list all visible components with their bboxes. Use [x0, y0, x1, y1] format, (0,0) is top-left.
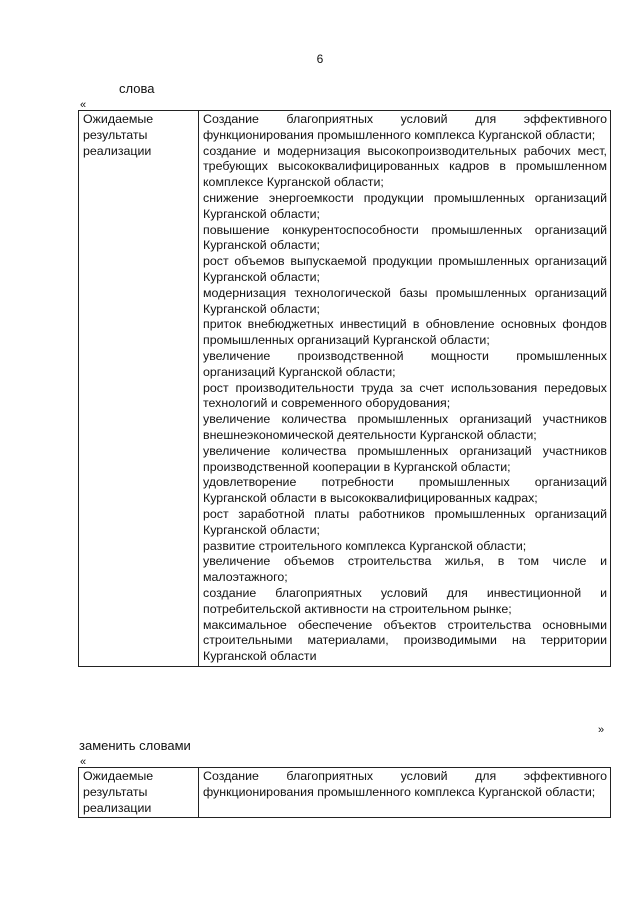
list-item: максимальное обеспечение объектов строительства основными строительными материалами, производимыми на территории Курганской области [203, 617, 607, 664]
list-item: снижение энергоемкости продукции промышленных организаций Курганской области; [203, 190, 607, 221]
list-item: увеличение объемов строительства жилья, в том числе и малоэтажного; [203, 554, 607, 585]
list-item: повышение конкурентоспособности промышленных организаций Курганской области; [203, 222, 607, 253]
list-item: Создание благоприятных условий для эффективного функционирования промышленного комплекса Курганской области; [203, 112, 607, 142]
intro-after-text: заменить словами [79, 738, 191, 753]
open-quote-2: « [80, 756, 87, 768]
open-quote-1: « [80, 99, 87, 111]
close-quote-1: » [598, 724, 605, 736]
row-label: Ожидаемые результаты реализации [79, 768, 199, 818]
list-item: рост производительности труда за счет использования передовых технологий и современного оборудования; [203, 380, 607, 411]
table-row [79, 768, 611, 818]
results-list [199, 768, 611, 818]
list-item: модернизация технологической базы промышленных организаций Курганской области; [203, 285, 607, 316]
page-number: 6 [316, 52, 324, 66]
table-row [79, 111, 611, 667]
list-item: рост объемов выпускаемой продукции промышленных организаций Курганской области; [203, 254, 607, 284]
results-table-original [78, 110, 611, 667]
list-item: увеличение производственной мощности промышленных организаций Курганской области; [203, 348, 607, 379]
list-item: увеличение количества промышленных организаций участников производственной кооперации в Курганской области; [203, 443, 607, 474]
results-table-replacement [78, 767, 611, 818]
list-item: создание благоприятных условий для инвестиционной и потребительской активности на строительном рынке; [203, 585, 607, 616]
results-list [199, 111, 611, 667]
list-item: создание и модернизация высокопроизводительных рабочих мест, требующих высококвалифицированных кадров в промышленном комплексе Курганской области; [203, 143, 607, 190]
list-item: увеличение количества промышленных организаций участников внешнеэкономической деятельности Курганской области; [203, 412, 607, 442]
list-item: развитие строительного комплекса Курганской области; [203, 538, 527, 553]
row-label: Ожидаемые результаты реализации [79, 111, 199, 667]
list-item: Создание благоприятных условий для эффективного функционирования промышленного комплекса Курганской области; [203, 769, 607, 799]
intro-before-text: слова [119, 81, 155, 96]
list-item: удовлетворение потребности промышленных организаций Курганской области в высококвалифицированных кадрах; [203, 475, 607, 506]
list-item: рост заработной платы работников промышленных организаций Курганской области; [203, 506, 607, 537]
list-item: приток внебюджетных инвестиций в обновление основных фондов промышленных организаций Курганской области; [203, 317, 607, 348]
